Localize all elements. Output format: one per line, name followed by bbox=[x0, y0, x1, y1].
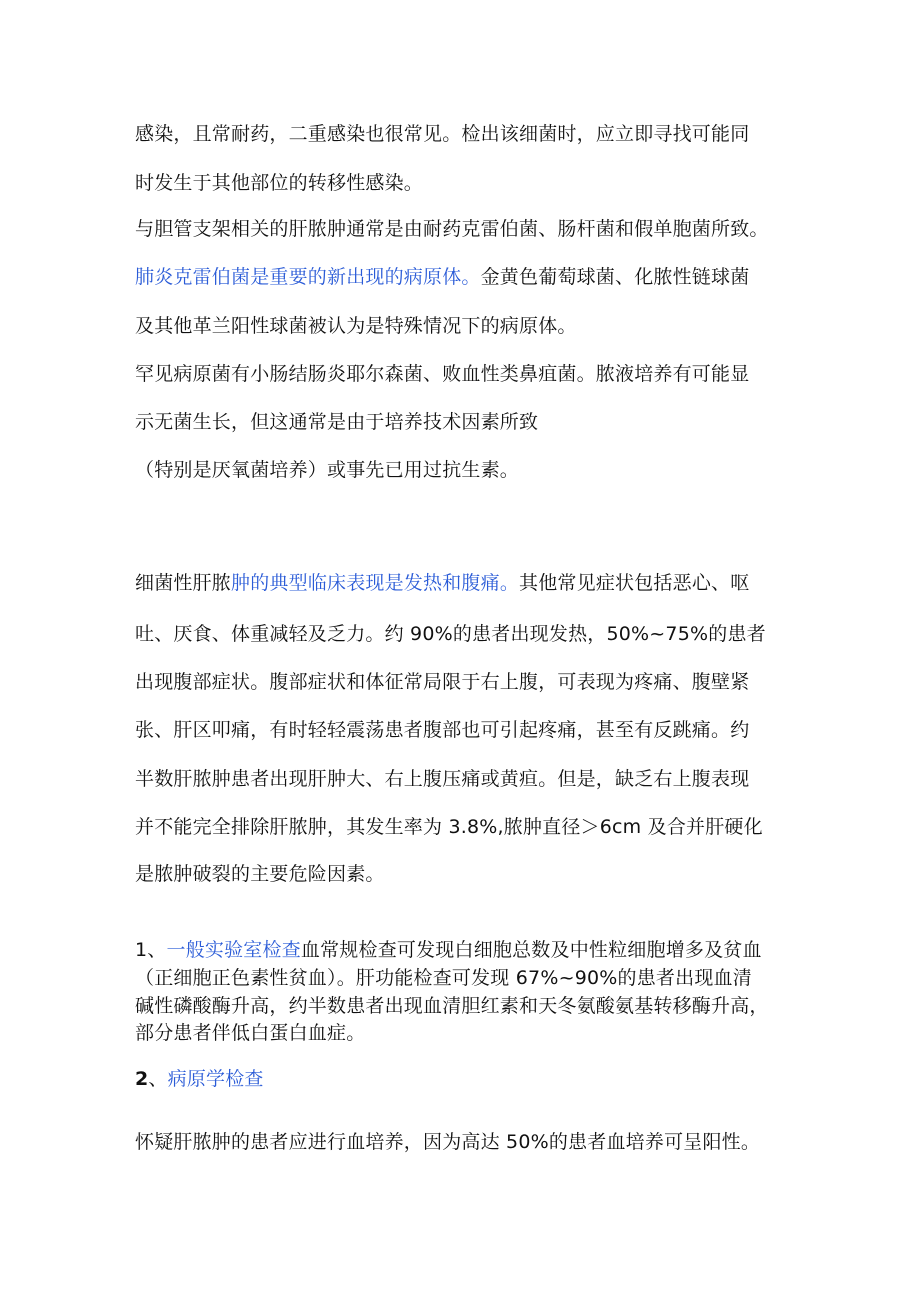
paragraph-5-line-4: 张、肝区叩痛，有时轻轻震荡患者腹部也可引起疼痛，甚至有反跳痛。约 bbox=[135, 719, 750, 741]
paragraph-5-line-1 bbox=[135, 570, 749, 596]
paragraph-5-line-5: 半数肝脓肿患者出现肝肿大、右上腹压痛或黄疸。但是，缺乏右上腹表现 bbox=[135, 768, 750, 790]
paragraph-3-line-1-text: 金黄色葡萄球菌、化脓性链球菌 bbox=[480, 266, 750, 288]
section-1-number: 1、 bbox=[135, 939, 167, 961]
paragraph-5-line-3: 出现腹部症状。腹部症状和体征常局限于右上腹，可表现为疼痛、腹壁紧 bbox=[135, 671, 750, 693]
paragraph-4-line-1: 罕见病原菌有小肠结肠炎耶尔森菌、败血性类鼻疽菌。脓液培养有可能显 bbox=[135, 363, 750, 385]
pathogen-exam-link[interactable]: 病原学检查 bbox=[167, 1068, 264, 1090]
paragraph-6-line-2: （正细胞正色素性贫血）。肝功能检查可发现 67%~90%的患者出现血清 bbox=[135, 967, 752, 989]
paragraph-2-line-1: 与胆管支架相关的肝脓肿通常是由耐药克雷伯菌、肠杆菌和假单胞菌所致。 bbox=[135, 218, 769, 240]
lab-exam-link[interactable]: 一般实验室检查 bbox=[166, 939, 301, 961]
paragraph-3-line-1 bbox=[135, 264, 749, 290]
section-2-separator: 、 bbox=[148, 1068, 168, 1090]
paragraph-1-line-2: 时发生于其他部位的转移性感染。 bbox=[135, 172, 424, 194]
paragraph-6-line-1-text: 血常规检查可发现白细胞总数及中性粒细胞增多及贫血 bbox=[300, 939, 762, 961]
section-2-heading bbox=[135, 1066, 264, 1092]
paragraph-1-line-1: 感染，且常耐药，二重感染也很常见。检出该细菌时，应立即寻找可能同 bbox=[135, 123, 750, 145]
clinical-manifestation-link[interactable]: 肿的典型临床表现是发热和腹痛。 bbox=[231, 572, 520, 594]
section-2-number: 2 bbox=[135, 1068, 149, 1090]
paragraph-3-line-2: 及其他革兰阳性球菌被认为是特殊情况下的病原体。 bbox=[135, 315, 577, 337]
paragraph-6-line-4: 部分患者伴低白蛋白血症。 bbox=[135, 1022, 366, 1044]
paragraph-8-line-1: 怀疑肝脓肿的患者应进行血培养，因为高达 50%的患者血培养可呈阳性。 bbox=[135, 1131, 761, 1153]
paragraph-6-line-3: 碱性磷酸酶升高，约半数患者出现血清胆红素和天冬氨酸氨基转移酶升高， bbox=[135, 995, 769, 1017]
paragraph-5-line-2: 吐、厌食、体重减轻及乏力。约 90%的患者出现发热，50%~75%的患者 bbox=[135, 623, 766, 645]
paragraph-4-line-3: （特别是厌氧菌培养）或事先已用过抗生素。 bbox=[135, 459, 520, 481]
paragraph-5-line-1-text: 其他常见症状包括恶心、呕 bbox=[519, 572, 750, 594]
pathogen-link[interactable]: 肺炎克雷伯菌是重要的新出现的病原体。 bbox=[135, 266, 481, 288]
paragraph-4-line-2: 示无菌生长，但这通常是由于培养技术因素所致 bbox=[135, 411, 539, 433]
paragraph-5-line-1-prefix: 细菌性肝脓 bbox=[135, 572, 232, 594]
paragraph-5-line-6: 并不能完全排除肝脓肿，其发生率为 3.8%,脓肿直径＞6cm 及合并肝硬化 bbox=[135, 816, 763, 838]
paragraph-5-line-7: 是脓肿破裂的主要危险因素。 bbox=[135, 863, 385, 885]
paragraph-6-line-1 bbox=[135, 937, 762, 963]
